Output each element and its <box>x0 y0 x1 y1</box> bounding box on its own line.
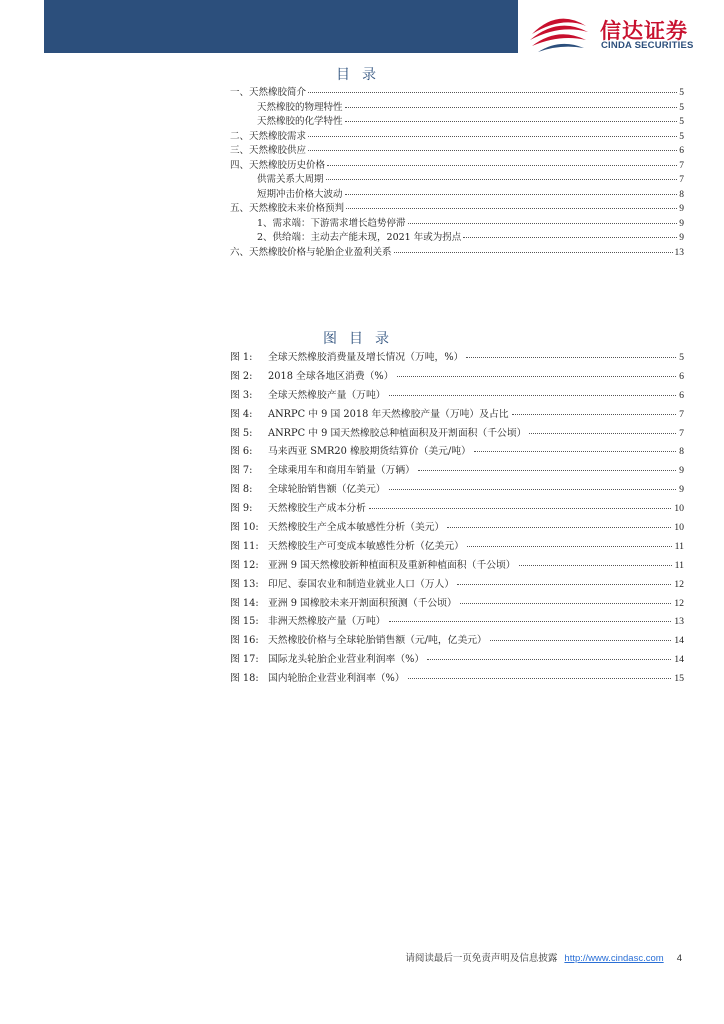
figure-entry[interactable] <box>230 481 684 500</box>
toc-entry-label: 短期冲击价格大波动 <box>257 188 343 200</box>
toc-entry-label: 二、天然橡胶需求 <box>230 130 307 142</box>
dot-leader <box>308 136 677 137</box>
figure-entry[interactable] <box>230 538 684 557</box>
figure-entry-page: 13 <box>674 616 684 628</box>
toc-entry-page: 5 <box>679 117 684 127</box>
figure-entry-label: 亚洲 9 国天然橡胶新种植面积及重新种植面积（千公顷） <box>268 559 516 571</box>
figure-entry-label: 国内轮胎企业营业利润率（%） <box>268 673 405 685</box>
toc-entry[interactable] <box>230 84 684 99</box>
figure-entry-label: 亚洲 9 国橡胶未来开割面积预测（千公顷） <box>268 597 457 609</box>
dot-leader <box>389 621 672 622</box>
toc-entry-label: 三、天然橡胶供应 <box>230 145 307 156</box>
figure-entry-page: 7 <box>679 408 684 420</box>
dot-leader <box>457 584 671 585</box>
figure-entry-label: 全球天然橡胶消费量及增长情况（万吨，%） <box>268 352 464 363</box>
figure-entry-label: 2018 全球各地区消费（%） <box>268 370 394 382</box>
logo-name-cn: 信达证券 <box>600 19 688 43</box>
figure-entry[interactable] <box>230 387 684 406</box>
toc-entry[interactable] <box>230 200 684 215</box>
toc-entry-page: 9 <box>679 204 684 214</box>
toc-entry-label: 六、天然橡胶价格与轮胎企业盈利关系 <box>230 246 392 258</box>
figure-number: 图 12: <box>230 559 259 571</box>
figure-number: 图 7: <box>230 465 253 477</box>
toc-entry[interactable] <box>230 244 684 259</box>
figure-entry[interactable] <box>230 368 684 387</box>
toc-entry[interactable] <box>230 99 684 114</box>
dot-leader <box>345 121 678 122</box>
toc-entry[interactable] <box>230 186 684 201</box>
toc-entry[interactable] <box>230 113 684 128</box>
figure-entry-page: 14 <box>674 654 684 666</box>
toc-entry-label: 四、天然橡胶历史价格 <box>230 159 326 171</box>
figure-entry-label: 印尼、泰国农业和制造业就业人口（万人） <box>268 578 455 590</box>
dot-leader <box>466 357 676 358</box>
list-of-figures <box>230 349 684 689</box>
dot-leader <box>463 237 677 238</box>
figure-number: 图 10: <box>230 522 259 534</box>
toc-entry[interactable] <box>230 171 684 186</box>
dot-leader <box>408 223 678 224</box>
figure-entry-label: 天然橡胶生产成本分析 <box>268 503 366 515</box>
figure-entry[interactable] <box>230 651 684 670</box>
figure-entry-label: 天然橡胶价格与全球轮胎销售额（元/吨，亿美元） <box>268 635 487 647</box>
toc-entry-label: 供需关系大周期 <box>257 174 324 185</box>
figure-entry-label: 全球轮胎销售额（亿美元） <box>268 484 386 496</box>
toc-entry-label: 天然橡胶的物理特性 <box>257 101 343 113</box>
figure-number: 图 11: <box>230 540 259 552</box>
table-of-contents <box>230 84 684 258</box>
toc-entry[interactable] <box>230 229 684 244</box>
toc-entry-label: 一、天然橡胶简介 <box>230 87 307 98</box>
dot-leader <box>327 165 677 166</box>
figure-entry-label: 全球天然橡胶产量（万吨） <box>268 389 386 401</box>
company-logo <box>528 12 718 56</box>
dot-leader <box>529 433 676 434</box>
dot-leader <box>369 508 671 509</box>
figure-entry-page: 9 <box>679 465 684 477</box>
dot-leader <box>308 92 677 93</box>
toc-entry-page: 7 <box>679 160 684 171</box>
figure-entry-page: 5 <box>679 352 684 363</box>
figure-entry-page: 12 <box>674 597 684 609</box>
toc-entry-page: 5 <box>679 131 684 142</box>
dot-leader <box>389 395 677 396</box>
dot-leader <box>394 252 673 253</box>
dot-leader <box>345 107 678 108</box>
figure-number: 图 8: <box>230 484 253 496</box>
toc-entry-page: 7 <box>679 175 684 185</box>
figure-entry-page: 11 <box>674 540 684 552</box>
toc-entry-page: 5 <box>679 102 684 113</box>
toc-entry[interactable] <box>230 215 684 230</box>
dot-leader <box>512 414 676 415</box>
figure-entry-page: 6 <box>679 389 684 401</box>
dot-leader <box>467 546 672 547</box>
dot-leader <box>490 640 671 641</box>
figure-entry-page: 14 <box>674 635 684 647</box>
figure-entry-label: 天然橡胶生产全成本敏感性分析（美元） <box>268 522 445 534</box>
figure-entry-page: 8 <box>679 446 684 458</box>
toc-entry-label: 1、需求端：下游需求增长趋势停滞 <box>257 217 406 229</box>
figure-number: 图 17: <box>230 654 259 666</box>
dot-leader <box>346 208 677 209</box>
figure-entry[interactable] <box>230 670 684 689</box>
figure-number: 图 18: <box>230 673 259 685</box>
figure-entry-page: 15 <box>674 673 684 685</box>
toc-entry-page: 9 <box>679 218 684 229</box>
logo-name-en: CINDA SECURITIES <box>601 40 694 51</box>
page-footer <box>0 950 682 964</box>
toc-entry[interactable] <box>230 128 684 143</box>
figure-entry-page: 12 <box>674 578 684 590</box>
toc-entry-label: 天然橡胶的化学特性 <box>257 116 343 127</box>
header-bar <box>44 0 518 53</box>
figure-number: 图 16: <box>230 635 259 647</box>
figure-entry-page: 11 <box>674 559 684 571</box>
toc-entry[interactable] <box>230 142 684 157</box>
figure-entry-label: ANRPC 中 9 国 2018 年天然橡胶产量（万吨）及占比 <box>268 408 509 420</box>
figure-entry-page: 9 <box>679 484 684 496</box>
dot-leader <box>397 376 677 377</box>
figure-entry[interactable] <box>230 613 684 632</box>
toc-entry-page: 9 <box>679 233 684 243</box>
figure-entry-label: 全球乘用车和商用车销量（万辆） <box>268 465 415 477</box>
figure-entry-label: 马来西亚 SMR20 橡胶期货结算价（美元/吨） <box>268 446 471 458</box>
dot-leader <box>447 527 671 528</box>
toc-entry[interactable] <box>230 157 684 172</box>
dot-leader <box>519 565 672 566</box>
toc-entry-page: 8 <box>679 189 684 200</box>
figure-number: 图 14: <box>230 597 259 609</box>
figure-entry-page: 7 <box>679 427 684 439</box>
dot-leader <box>326 179 678 180</box>
website-link[interactable]: http://www.cindasc.com <box>564 953 664 964</box>
figure-entry-label: ANRPC 中 9 国天然橡胶总种植面积及开割面积（千公顷） <box>268 427 527 439</box>
figure-entry[interactable] <box>230 557 684 576</box>
dot-leader <box>345 194 678 195</box>
figure-entry-page: 10 <box>674 522 684 534</box>
figure-entry-page: 6 <box>679 370 684 382</box>
dot-leader <box>474 451 676 452</box>
toc-entry-page: 6 <box>679 146 684 156</box>
toc-entry-label: 2、供给端：主动去产能未现，2021 年或为拐点 <box>257 232 462 243</box>
figure-number: 图 6: <box>230 446 253 458</box>
dot-leader <box>389 489 677 490</box>
dot-leader <box>408 678 672 679</box>
figure-entry[interactable] <box>230 519 684 538</box>
toc-entry-page: 5 <box>679 88 684 98</box>
toc-title: 目录 <box>336 67 388 83</box>
figure-number: 图 13: <box>230 578 259 590</box>
toc-entry-label: 五、天然橡胶未来价格预判 <box>230 203 345 214</box>
figure-number: 图 2: <box>230 370 253 382</box>
disclaimer-text: 请阅读最后一页免责声明及信息披露 <box>405 953 558 964</box>
figure-entry[interactable] <box>230 425 684 444</box>
figure-entry[interactable] <box>230 595 684 614</box>
figure-entry-label: 非洲天然橡胶产量（万吨） <box>268 616 386 628</box>
figure-number: 图 1: <box>230 352 253 363</box>
dot-leader <box>427 659 671 660</box>
dot-leader <box>308 150 677 151</box>
figure-number: 图 4: <box>230 408 253 420</box>
figure-entry[interactable] <box>230 462 684 481</box>
figure-number: 图 3: <box>230 389 253 401</box>
figure-entry-page: 10 <box>674 503 684 515</box>
figure-number: 图 5: <box>230 427 253 439</box>
logo-emblem-icon <box>528 12 590 56</box>
figure-entry[interactable] <box>230 500 684 519</box>
dot-leader <box>418 470 676 471</box>
figure-number: 图 9: <box>230 503 253 515</box>
figure-entry[interactable] <box>230 406 684 425</box>
figure-entry[interactable] <box>230 349 684 368</box>
figure-entry[interactable] <box>230 576 684 595</box>
figure-entry[interactable] <box>230 632 684 651</box>
figure-list-title: 图目录 <box>323 331 401 347</box>
figure-number: 图 15: <box>230 616 259 628</box>
toc-entry-page: 13 <box>674 247 684 258</box>
dot-leader <box>460 603 671 604</box>
page-number: 4 <box>676 953 682 964</box>
figure-entry-label: 天然橡胶生产可变成本敏感性分析（亿美元） <box>268 540 464 552</box>
figure-entry[interactable] <box>230 443 684 462</box>
figure-entry-label: 国际龙头轮胎企业营业利润率（%） <box>268 654 425 666</box>
